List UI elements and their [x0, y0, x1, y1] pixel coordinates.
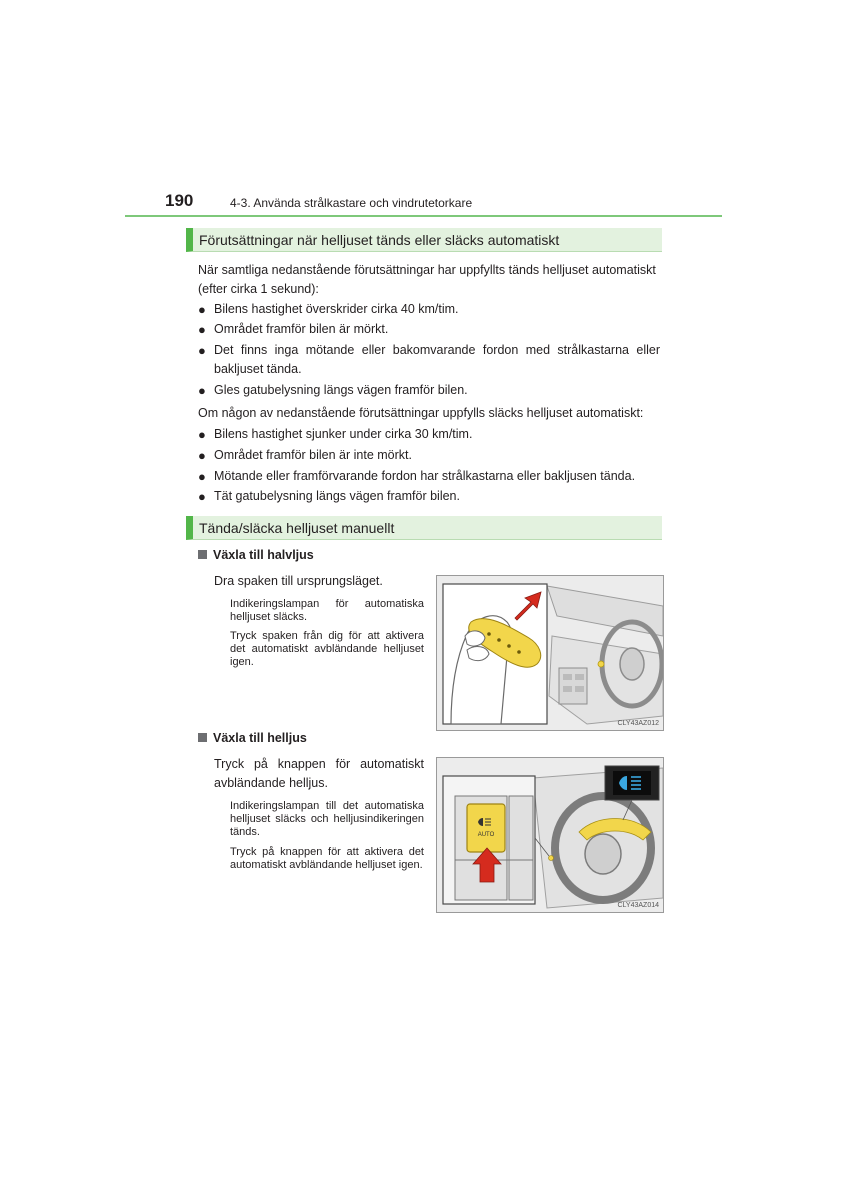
subheading-high-beam: Växla till helljus	[198, 731, 307, 745]
figure-button-illustration	[436, 757, 664, 913]
figure-code: CLY43AZ014	[617, 902, 659, 909]
high-beam-note-1: Indikeringslampan till det automatiska helljuset släcks och helljusindikeringen tänds.	[230, 800, 424, 838]
low-beam-instruction: Dra spaken till ursprungsläget.	[214, 574, 383, 588]
intro-on-paragraph: När samtliga nedanstående förutsättningar har uppfyllts tänds helljuset automatiskt (efter cirka 1 sekund):	[198, 263, 656, 296]
list-item: ● Området framför bilen är inte mörkt.	[198, 448, 412, 463]
high-beam-note-2: Tryck på knappen för att aktivera det automatiskt avbländande helljuset igen.	[230, 846, 424, 871]
subheading-low-beam: Växla till halvljus	[198, 548, 314, 562]
list-item: ● Bilens hastighet överskrider cirka 40 km/tim.	[198, 302, 459, 317]
auto-button-label: AUTO	[477, 832, 495, 838]
section-heading-automatic	[186, 228, 662, 252]
list-item: ● Området framför bilen är mörkt.	[198, 322, 389, 337]
high-beam-instruction: Tryck på knappen för automatiskt avbländande helljus.	[214, 757, 424, 790]
lever-illustration	[437, 576, 663, 730]
section-heading-manual	[186, 516, 662, 540]
button-illustration	[437, 758, 663, 912]
square-bullet-icon	[198, 733, 207, 742]
figure-lever-illustration	[436, 575, 664, 731]
list-item: ● Tät gatubelysning längs vägen framför bilen.	[198, 489, 460, 504]
section-title: Förutsättningar när helljuset tänds eller släcks automatiskt	[199, 232, 560, 248]
header-divider	[125, 215, 722, 217]
bullet-dot-icon: ●	[198, 448, 206, 463]
intro-off-paragraph: Om någon av nedanstående förutsättningar uppfylls släcks helljuset automatiskt:	[198, 406, 644, 420]
list-item: ● Gles gatubelysning längs vägen framför bilen.	[198, 383, 468, 398]
low-beam-note-2: Tryck spaken från dig för att aktivera det automatiskt avbländande helljuset igen.	[230, 630, 424, 668]
bullet-dot-icon: ●	[198, 302, 206, 317]
page-number: 190	[165, 191, 194, 210]
low-beam-note-1: Indikeringslampan för automatiska helljuset släcks.	[230, 598, 424, 623]
bullet-dot-icon: ●	[198, 427, 206, 442]
bullet-dot-icon: ●	[198, 469, 206, 484]
section-title: Tända/släcka helljuset manuellt	[199, 520, 395, 536]
figure-code: CLY43AZ012	[617, 720, 659, 727]
chapter-title: 4-3. Använda strålkastare och vindrutetorkare	[230, 196, 473, 210]
square-bullet-icon	[198, 550, 207, 559]
list-item: ● Det finns inga mötande eller bakomvarande fordon med strålkastarna eller bakljuset tända.	[198, 343, 660, 376]
bullet-dot-icon: ●	[198, 383, 206, 398]
bullet-dot-icon: ●	[198, 322, 206, 337]
bullet-dot-icon: ●	[198, 343, 206, 358]
list-item: ● Mötande eller framförvarande fordon har strålkastarna eller bakljusen tända.	[198, 469, 636, 484]
list-item: ● Bilens hastighet sjunker under cirka 30 km/tim.	[198, 427, 473, 442]
bullet-dot-icon: ●	[198, 489, 206, 504]
